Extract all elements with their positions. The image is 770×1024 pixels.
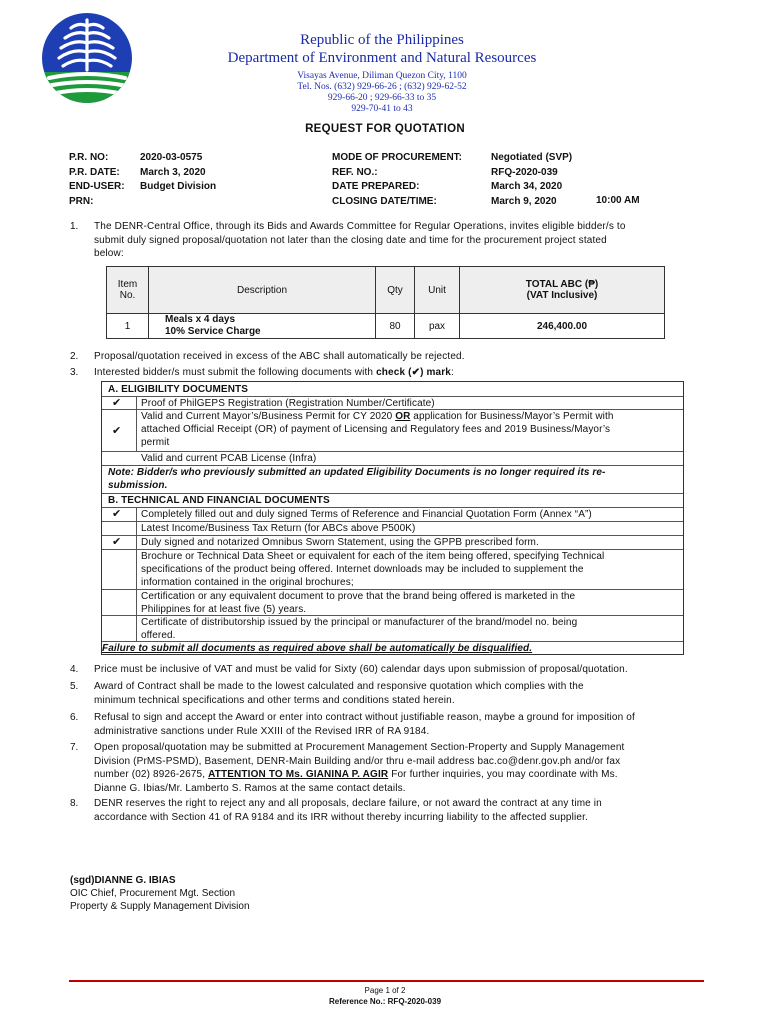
item-7-text: Open proposal/quotation may be submitted at Procurement Management Section-Property and Supply Management Division (PrMS-PSMD), Basement, DENR-Main Building and/or thru e-mail address bac.co@denr.gov.ph and/or fax number (02) 8926-2675, ATTENTION TO Ms. GIANINA P. AGIR For further inquiries, you may coordinate with Ms. Dianne G. Ibias/Mr. Lamberto S. Ramos at the same contact details. [94,742,625,794]
doc-b4: Brochure or Technical Data Sheet or equivalent for each of the item being offered, specifying Technical specifications of the product being offered. Internet downloads may be included to supplement the information contained in the original brochures; [141,551,605,588]
end-user-value: Budget Division [140,181,217,192]
section-a-heading: A. ELIGIBILITY DOCUMENTS [108,384,248,395]
date-prepared-label: DATE PREPARED: [332,181,420,192]
doc-a2: Valid and Current Mayor’s/Business Permit for CY 2020 OR application for Business/Mayor’s Permit with attached Official Receipt (OR) of payment of Licensing and Regulatory fees and 2019 Business/Mayor’s permit [141,411,614,448]
closing-label: CLOSING DATE/TIME: [332,195,437,207]
header-unit: Unit [415,267,460,314]
signatory-title: OIC Chief, Procurement Mgt. Section [70,888,236,899]
end-user-label: END-USER: [69,181,125,192]
cell-qty: 80 [376,314,415,339]
closing-time-value: 10:00 AM [596,195,640,206]
item-2-text: Proposal/quotation received in excess of the ABC shall automatically be rejected. [94,351,465,362]
column-divider [136,396,137,451]
cell-item: 1 [107,314,149,339]
item-3-number: 3. [70,367,79,378]
item-1-line-3: below: [94,248,124,259]
item-3-text: Interested bidder/s must submit the following documents with check (✔) mark: [94,367,454,378]
closing-date-value: March 9, 2020 [491,195,557,207]
info-labels-left [69,151,125,209]
item-6-number: 6. [70,712,79,723]
header-description: Description [149,267,376,314]
signatory-division: Property & Supply Management Division [70,901,250,912]
ref-value: RFQ-2020-039 [491,166,558,178]
prn-label: PRN: [69,195,94,207]
mode-label: MODE OF PROCUREMENT: [332,152,462,163]
header-total-abc: TOTAL ABC (₱) (VAT Inclusive) [460,267,665,314]
table-row [107,314,665,339]
abc-table [106,266,665,339]
item-5-text: Award of Contract shall be made to the lowest calculated and responsive quotation which complies with the minimum technical specifications and other terms and conditions stated herein. [94,681,584,706]
cell-total: 246,400.00 [460,314,665,339]
doc-a3: Valid and current PCAB License (Infra) [141,453,317,464]
cell-description: Meals x 4 days 10% Service Charge [149,314,376,339]
doc-b2: Latest Income/Business Tax Return (for ABCs above P500K) [141,523,416,534]
info-labels-right [332,151,462,209]
item-2-number: 2. [70,351,79,362]
check-icon: ✔ [112,425,122,437]
footer-reference: Reference No.: RFQ-2020-039 [328,997,442,1006]
abc-table-header [107,267,665,314]
doc-a1: Proof of PhilGEPS Registration (Registration Number/Certificate) [141,398,435,409]
doc-b3: Duly signed and notarized Omnibus Sworn Statement, using the GPPB prescribed form. [141,537,539,548]
pr-date-label: P.R. DATE: [69,166,120,178]
check-icon: ✔ [112,536,122,548]
check-icon: ✔ [112,397,122,409]
pr-no-label: P.R. NO: [69,152,109,163]
page-number: Page 1 of 2 [364,986,406,995]
info-values-left [140,151,216,195]
item-1-text [94,220,700,261]
pr-date-value: March 3, 2020 [140,166,206,178]
doc-b5: Certification or any equivalent document to prove that the brand being offered is marketed in the Philippines for at least five (5) years. [141,591,576,615]
doc-b6: Certificate of distributorship issued by the principal or manufacturer of the brand/model no. being offered. [141,617,578,641]
item-4-text: Price must be inclusive of VAT and must be valid for Sixty (60) calendar days upon submission of proposal/quotation. [94,664,628,675]
item-1-number: 1. [70,221,79,232]
header-tel-3: 929-70-41 to 43 [351,104,413,114]
item-6-text: Refusal to sign and accept the Award or enter into contract without justifiable reason, maybe a ground for imposition of administrative sanctions under Rule XXIII of the Revised IRR of RA 9184. [94,712,635,737]
item-1-line-2: submit duly signed proposal/quotation not later than the closing date and time for the procurement project stated [94,234,607,246]
header-address: Visayas Avenue, Diliman Quezon City, 1100 [297,71,467,81]
mode-value: Negotiated (SVP) [491,152,573,163]
section-b-heading: B. TECHNICAL AND FINANCIAL DOCUMENTS [108,495,330,506]
cell-unit: pax [415,314,460,339]
header-qty: Qty [376,267,415,314]
column-divider [136,507,137,641]
info-values-right [491,151,572,209]
header-department: Department of Environment and Natural Resources [227,50,537,66]
item-5-number: 5. [70,681,79,692]
date-prepared-value: March 34, 2020 [491,181,563,192]
signatory-name: (sgd)DIANNE G. IBIAS [70,875,176,886]
denr-logo [41,12,133,104]
check-icon: ✔ [112,508,122,520]
item-4-number: 4. [70,664,79,675]
attention-to: ATTENTION TO Ms. GIANINA P. AGIR [208,769,389,780]
ref-label: REF. NO.: [332,166,378,178]
document-title: REQUEST FOR QUOTATION [305,123,465,135]
doc-b1: Completely filled out and duly signed Terms of Reference and Financial Quotation Form (Annex “A”) [141,509,592,520]
header-tel-2: 929-66-20 ; 929-66-33 to 35 [327,93,437,103]
item-8-text: DENR reserves the right to reject any and all proposals, declare failure, or not award the contract at any time in accordance with Section 41 of RA 9184 and its IRR without thereby incurring liability to the affected supplier. [94,798,602,823]
documents-checklist [101,381,684,655]
item-1-line-1: The DENR-Central Office, through its Bids and Awards Committee for Regular Operations, invites eligible bidder/s to [94,221,626,232]
pr-no-value: 2020-03-0575 [140,152,203,163]
footer-divider [69,980,704,982]
eligibility-note: Note: Bidder/s who previously submitted an updated Eligibility Documents is no longer required its re- submission. [108,467,606,491]
item-7-number: 7. [70,742,79,753]
failure-notice: Failure to submit all documents as required above shall be automatically be disqualified. [102,643,533,654]
header-tel-1: Tel. Nos. (632) 929-66-26 ; (632) 929-62-52 [297,82,467,92]
item-8-number: 8. [70,798,79,809]
header-republic: Republic of the Philippines [300,32,464,48]
header-item-no: Item No. [107,267,149,314]
